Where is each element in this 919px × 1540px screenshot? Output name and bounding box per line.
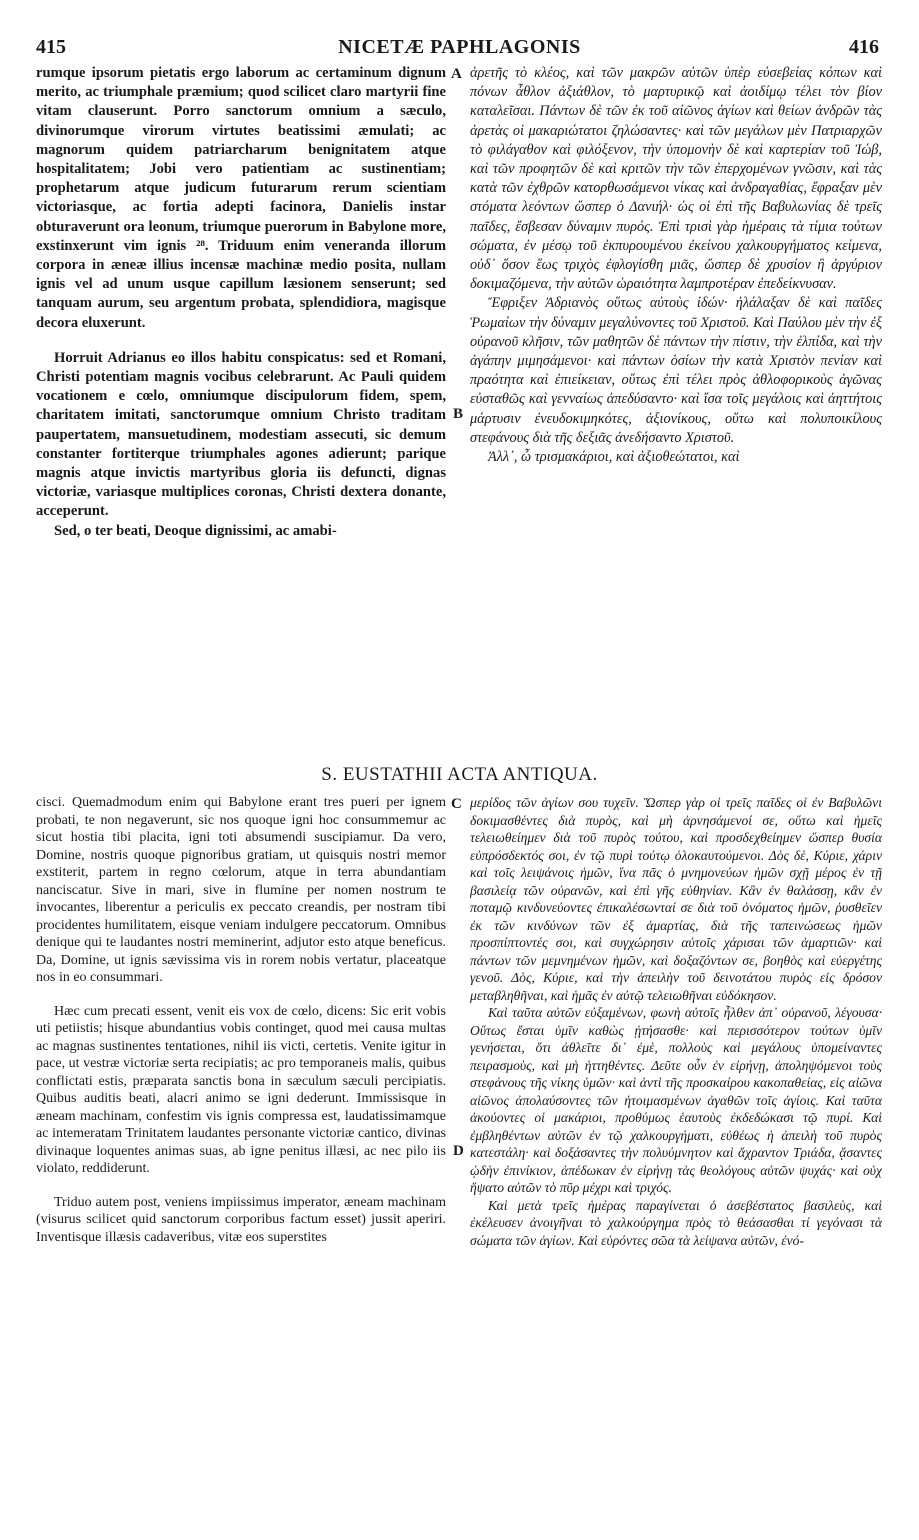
page-number-right: 416: [849, 36, 879, 58]
bottom-greek-column: [470, 794, 882, 1524]
latin-paragraph: Sed, o ter beati, Deoque dignissimi, ac amabi-: [54, 522, 337, 539]
margin-marker-c: C: [451, 796, 462, 812]
top-latin-column: [36, 64, 446, 744]
margin-marker-d: D: [453, 1143, 464, 1159]
greek-paragraph: ἀρετῆς τὸ κλέος, καὶ τῶν μακρῶν αὐτῶν ὑπὲρ εὐσεβείας κόπων καὶ πόνων ἆθλον ἀξιάθλον, τὸ μαρτυρικῷ καὶ ἀοιδίμῳ τέλει τὸν βίον καταλεῖσαι. Πάντων δὲ τῶν ἐκ τοῦ αἰῶνος ἁγίων καὶ θείων ἀνδρῶν τὰς ἀρετὰς οἱ μακαριώτατοι ζηλώσαντες· καὶ τῶν μεγάλων μὲν Πατριαρχῶν τὸ φιλάγαθον καὶ φιλόξενον, τὴν ὑπομονὴν δὲ καὶ καρτερίαν τοῦ Ἰώβ, καὶ τῶν προφητῶν δὲ καὶ κριτῶν τὴν τῶν ἐπερχομένων γνῶσιν, καὶ τὰς κατὰ τῶν ἐχθρῶν κατορθωσάμενοι νίκας καὶ ἀνδραγαθίας, ἔφραξαν μὲν στόματα λεόντων ὥσπερ ὁ Δανιήλ· ὡς οἱ ἐπὶ τῆς Βαβυλωνίας δὲ τρεῖς παῖδες, ἔσβεσαν δύναμιν πυρός. Ἐπὶ τρισὶ γὰρ ἡμέραις τὰ τίμια τούτων σώματα, ἐν μέσῳ τοῦ ἐκπυρουμένου ἐκείνου χαλκουργήματος κείμενα, οὐδ᾽ ὅσον ἕως τριχὸς ἐφλογίσθη μιᾶς, ὥσπερ δὲ χρυσίον ἢ ἀργύριον δοκιμαζόμενα, τὴν αὐτῶν ὡραιότητα λαμπροτέραν ἐπεδείκνυσαν.: [470, 65, 882, 293]
greek-paragraph: μερίδος τῶν ἁγίων σου τυχεῖν. Ὥσπερ γὰρ οἱ τρεῖς παῖδες οἱ ἐν Βαβυλῶνι δοκιμασθέντες διὰ πυρὸς, καὶ μὴ ἀρνησάμενοί σε, οὕτω καὶ ἡμεῖς τελειωθείημεν διὰ τοῦ πυρὸς τούτου, καὶ προσδεχθείημεν ὥσπερ θυσία εὐπρόσδεκτός σοι, ἐν τῷ πυρὶ τούτῳ ὁλοκαυτούμενοι. Δὸς δὲ, Κύριε, χάριν καὶ τοῖς λειψάνοις ἡμῶν, ἵνα πᾶς ὁ μνημονεύων ἡμῶν σχῇ μέρος ἐν τῇ βασιλείᾳ τῶν οὐρανῶν, καὶ ἐπὶ γῆς εὐθηνίαν. Κἂν ἐν θαλάσσῃ, κἂν ἐν ποταμῷ κινδυνεύοντες ἐπικαλέσωνταί σε διὰ τοῦ ὀνόματος ἡμῶν, ῥυσθεῖεν ἐκ τῶν κινδύνων τῶν ἐξ ἁμαρτίας, διὰ τῆς ταπεινώσεως ἡμῶν προσπίπτοντές σοι, καὶ συγχώρησιν αὐτοῖς χάρισαι τῶν ἁμαρτιῶν· καὶ πάντων τῶν μεμνημένων ἡμῶν, καὶ δοξαζόντων σε, βοηθὸς καὶ εὐεργέτης γενοῦ. Δὸς, Κύριε, καὶ τὴν ἀπειλὴν τοῦ δεινοτάτου πυρὸς εἰς δρόσον μεταβληθῆναι, καὶ ἡμᾶς ἐν αὐτῷ τελειωθῆναι εὐδόκησον.: [470, 795, 882, 1003]
running-title: NICETÆ PAPHLAGONIS: [338, 36, 581, 58]
section-title: S. EUSTATHII ACTA ANTIQUA.: [321, 764, 598, 785]
latin-paragraph: Triduo autem post, veniens impiissimus imperator, æneam machinam (visurus scilicet quid sanctorum corporibus factum esset) jussit aperiri. Inventisque illæsis cadaveribus, vitæ eos superstites: [36, 1194, 446, 1245]
latin-paragraph: cisci. Quemadmodum enim qui Babylone erant tres pueri per ignem probati, te non negaverunt, sic nos quoque igni hoc consummemur ac sicut hostia tibi placita, igni toti absumendi suscipiamur. Da vero, Domine, nostris quoque pignoribus gratiam, ut quisquis nostri memor exstiterit, partem in regno cœlorum, atque in terra abundantiam nanciscatur. Sive in mari, sive in flumine per nomen nostrum te invocantes, liberentur a periculis ex peccato creandis, per nostram tibi procidentes humilitatem, eisque veniam indulgere peccatorum. Omnibus denique qui te laudantes nostri meminerint, adjutor esto atque beneficus. Da, Domine, ut ignis sævissima vis in rorem nobis vertatur, placeatque nos in eo consummari.: [36, 795, 446, 985]
greek-paragraph: Καὶ μετὰ τρεῖς ἡμέρας παραγίνεται ὁ ἀσεβέστατος βασιλεὺς, καὶ ἐκέλευσεν ἀνοιγῆναι τὸ χαλκούργημα πρὸς τὸ θεάσασθαι τί γεγόνασι τὰ σώματα τῶν ἁγίων. Καὶ εὑρόντες σῶα τὰ λείψανα αὐτῶν, ἐνό-: [470, 1197, 882, 1248]
latin-paragraph: rumque ipsorum pietatis ergo laborum ac certaminum dignum merito, ac triumphale præmium; quod scilicet claro martyrii fine vitam clauserunt. Porro sanctorum omnium a sæculo, divinorumque virorum virtutes beatissimi æmulati; ac magnorum quidem patriarcharum benignitatem atque hospitalitatem; Jobi vero patientiam ac sustinentiam; prophetarum atque judicum futurarum rerum scientiam victoriasque, ac fortia adepti facinora, Danielis instar obturaverunt ora leonum, triumque puerorum in Babylone more, exstinxerunt vim ignis ²⁸. Triduum enim veneranda illorum corpora in æneæ illius incensæ machinæ medio posita, nullam ignis vel ad unum usque capillum læsionem senserunt; sed tanquam aurum, seu argentum probata, splendidiora, magisque decora eluxerunt.: [36, 65, 446, 331]
bottom-latin-column: [36, 794, 446, 1524]
margin-marker-a: A: [451, 66, 462, 82]
latin-paragraph: Hæc cum precati essent, venit eis vox de cœlo, dicens: Sic erit vobis uti petiistis; hisque abundantius vobis continget, quod mei causa multas ac magnas sustinentes tentationes, nihil iis victi, certetis. Venite igitur in pace, ut vestræ victoriæ serta recipiatis; ac pro temporaneis malis, quibus conflictati estis, præparata sanctis bona in sæculum sæculi percipiatis. Quibus auditis beati, alacri animo se igni dederunt. Immissisque in æneam machinam, confestim vis ignis compressa est, laudatissimamque ac intemeratam Trinitatem laudantes personante victoriæ cantico, divinas divinaque loquentes animas suas, ab igne penitus illæsi, ac nec pilo iis violato, reddiderunt.: [36, 1003, 446, 1176]
page-number-left: 415: [36, 36, 66, 58]
latin-paragraph: Horruit Adrianus eo illos habitu conspicatus: sed et Romani, Christi potentiam magnis vocibus celebrarunt. Ac Pauli quidem vocationem e cœlo, omniumque discipulorum fidem, spem, charitatem imitati, sanctorumque omnium Christo traditam paupertatem, mansuetudinem, modestiam assecuti, sic demum constanter fortiterque triumphales agones adierunt; parique magnis atque invictis martyribus gloria iis defuncti, dignas victoriæ, variasque multiplices coronas, Christi dextera donante, acceperunt.: [36, 349, 446, 520]
greek-paragraph: Καὶ ταῦτα αὐτῶν εὐξαμένων, φωνὴ αὐτοῖς ἦλθεν ἀπ᾽ οὐρανοῦ, λέγουσα· Οὕτως ἔσται ὑμῖν καθὼς ᾐτήσασθε· καὶ περισσότερον τούτων ὑμῖν γενήσεται, ὅτι ἀθλεῖτε δι᾽ ἐμὲ, πολλοὺς καὶ μεγάλους ὑπομείναντες πειρασμοὺς, καὶ μὴ ἡττηθέντες. Δεῦτε οὖν ἐν εἰρήνῃ, ἀποληψόμενοι τοὺς στεφάνους τῆς νίκης ὑμῶν· καὶ ἀντὶ τῆς προσκαίρου κακοπαθείας, εἰς αἰῶνα αἰῶνος ἀπολαύσοντες τῶν ἡτοιμασμένων ἀγαθῶν τοῖς ἁγίοις. Καὶ ταῦτα ἀκούοντες οἱ μακάριοι, προθύμως ἑαυτοὺς ἐκδεδώκασι τῷ πυρί. Καὶ ἐμβληθέντων αὐτῶν ἐν τῷ χαλκουργήματι, εὐθέως ἡ ἀπειλὴ τοῦ πυρὸς κατεστάλη· καὶ δοξάσαντες τὴν πολυύμνητον καὶ ἄχραντον Τριάδα, ᾄσαντες ᾠδὴν ἐπινίκιον, ἀπέδωκαν ἐν εἰρήνῃ τὰς θεολόγους αὐτῶν ψυχάς· καὶ οὐχ ἥψατο αὐτῶν τὸ πῦρ μέχρι καὶ τριχός.: [470, 1005, 882, 1195]
greek-paragraph: Ἔφριξεν Ἀδριανὸς οὕτως αὐτοὺς ἰδών· ἠλάλαξαν δὲ καὶ παῖδες Ῥωμαίων τὴν δύναμιν μεγαλύνοντες τοῦ Χριστοῦ. Καὶ Παύλου μὲν τὴν ἐξ οὐρανοῦ κλῆσιν, τῶν μαθητῶν δὲ πάντων τὴν πίστιν, τὴν ἐλπίδα, καὶ τὴν ἀγάπην μιμησάμενοι· καὶ πάντων ὁσίων τὴν κατὰ Χριστὸν πενίαν καὶ πραότητα καὶ ἐπιείκειαν, οὕτως ἐπὶ τέλει πρὸς ἀθλοφορικοὺς ἀγῶνας εὐσταθῶς καὶ γενναίως ἀπεδύσαντο· καὶ ἴσα τοῖς μεγάλοις καὶ ἀηττήτοις μάρτυσιν ἐνευδοκιμηκότες, ἀξιονίκους, οὕτω καὶ πολυποικίλους στεφάνους διὰ τῆς δεξιᾶς ἀνεδήσαντο Χριστοῦ.: [470, 295, 882, 446]
greek-paragraph: Ἀλλ᾽, ὦ τρισμακάριοι, καὶ ἀξιοθεώτατοι, καὶ: [488, 449, 740, 466]
top-greek-column: [470, 64, 882, 744]
margin-marker-b: B: [453, 406, 464, 422]
running-header: [0, 36, 919, 62]
